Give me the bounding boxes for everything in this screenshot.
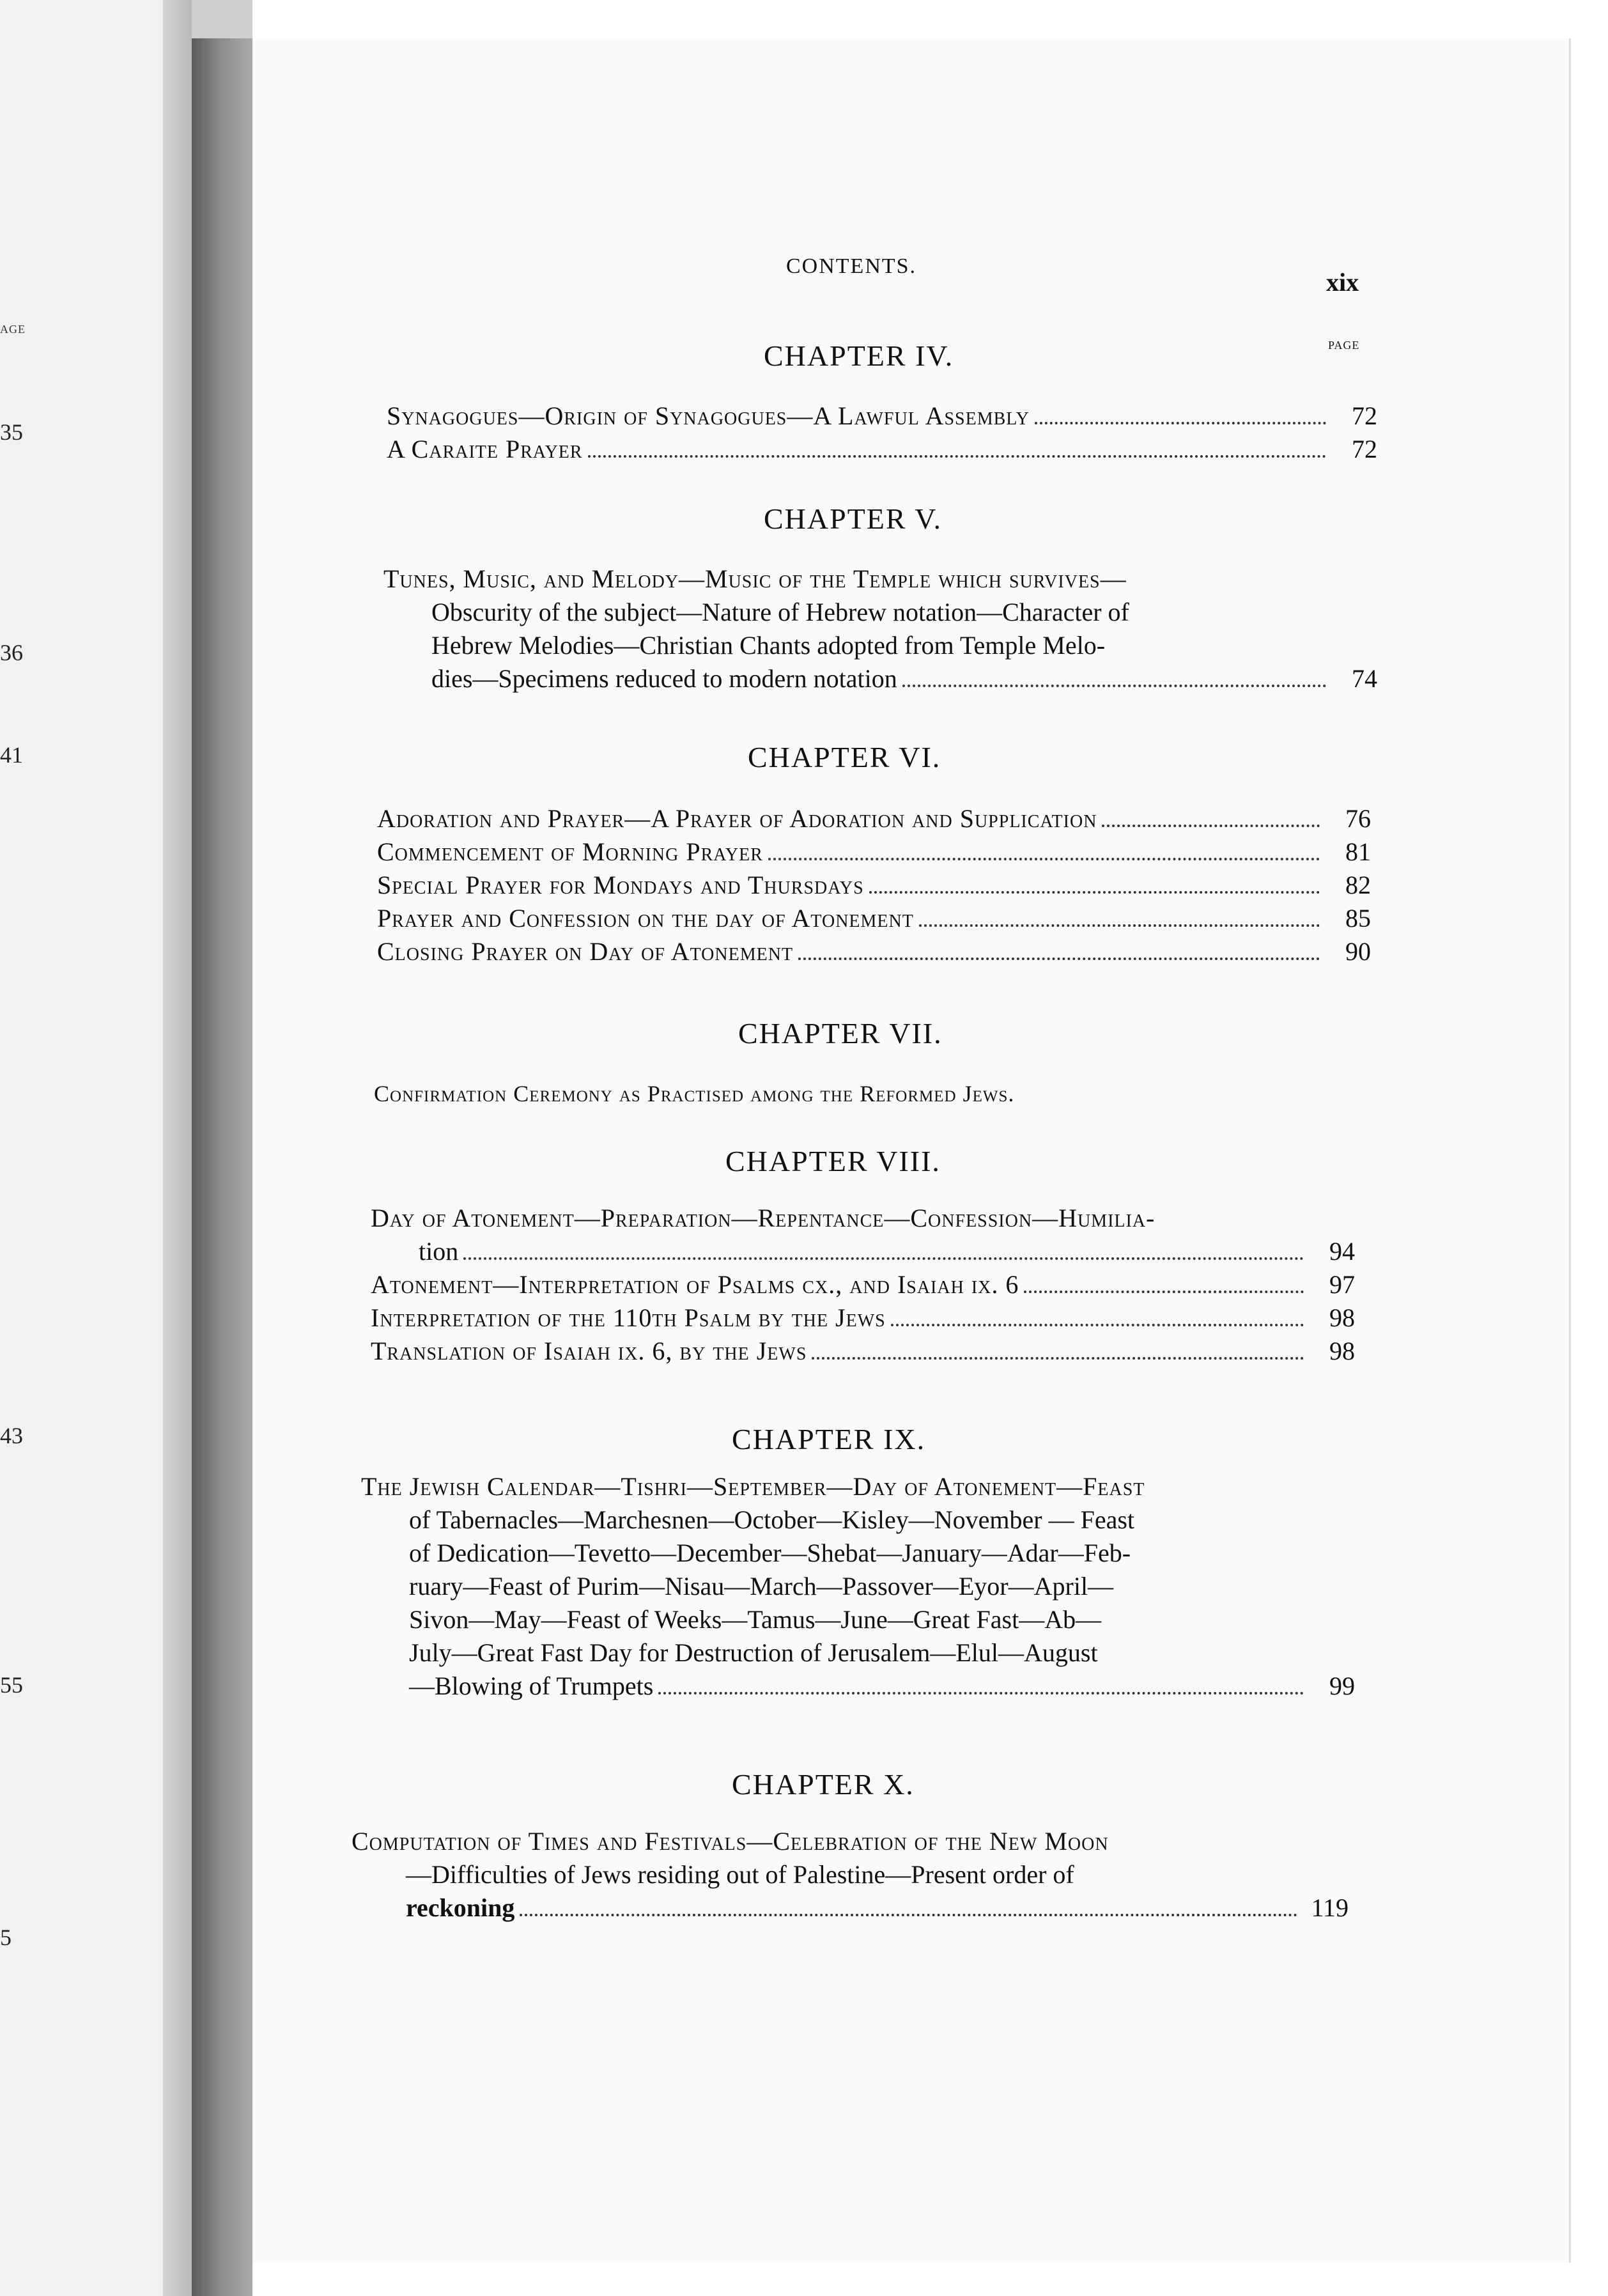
page-column-label: PAGE [1328, 339, 1360, 352]
entry-page: 72 [1352, 401, 1377, 430]
facing-page-edge [163, 0, 192, 2296]
entry-text: Special Prayer for Mondays and Thursdays [377, 871, 864, 899]
entry-page: 94 [1329, 1237, 1355, 1266]
toc-entry [377, 802, 1371, 968]
entry-text: July—Great Fast Day for Destruction of Jerusalem—Elul—August [409, 1638, 1098, 1667]
dot-leader [1035, 422, 1326, 424]
running-head: CONTENTS. [786, 254, 917, 278]
facing-page-label: AGE [0, 323, 26, 336]
entry-text: Confirmation Ceremony as Practised among the Reformed Jews. [374, 1081, 1015, 1106]
entry-text: Closing Prayer on Day of Atonement [377, 937, 794, 966]
dot-leader [588, 455, 1326, 458]
entry-page: 81 [1345, 837, 1371, 866]
dot-leader [812, 1357, 1304, 1360]
toc-entry [371, 1202, 1355, 1368]
entry-text: The Jewish Calendar—Tishri—September—Day of Atonement—Feast [361, 1472, 1145, 1501]
entry-page: 98 [1329, 1337, 1355, 1365]
entry-text: Computation of Times and Festivals—Celebration of the New Moon [352, 1827, 1109, 1856]
entry-page: 119 [1311, 1893, 1349, 1922]
entry-page: 82 [1345, 871, 1371, 899]
entry-text: Obscurity of the subject—Nature of Hebrew notation—Character of [431, 598, 1129, 626]
entry-text: Atonement—Interpretation of Psalms cx., and Isaiah ix. 6 [371, 1270, 1019, 1299]
dot-leader [520, 1914, 1297, 1916]
facing-page-number: 35 [0, 419, 23, 445]
chapter-heading: CHAPTER V. [764, 502, 943, 535]
entry-text: Prayer and Confession on the day of Atonement [377, 904, 914, 933]
entry-page: 76 [1345, 804, 1371, 833]
toc-entry [387, 433, 1377, 466]
entry-text: Tunes, Music, and Melody—Music of the Temple which survives— [383, 564, 1127, 593]
dot-leader [658, 1692, 1304, 1695]
dot-leader [798, 958, 1320, 960]
dot-leader [869, 891, 1320, 894]
entry-text: Hebrew Melodies—Christian Chants adopted from Temple Melo- [431, 631, 1106, 660]
facing-page-number: 36 [0, 640, 23, 665]
entry-text: —Blowing of Trumpets [409, 1672, 654, 1700]
toc-entry [361, 1470, 1355, 1703]
chapter-heading: CHAPTER IX. [732, 1423, 926, 1455]
entry-page: 98 [1329, 1303, 1355, 1332]
toc-entry [387, 399, 1377, 433]
entry-text: Interpretation of the 110th Psalm by the Jews [371, 1303, 886, 1332]
toc-entry [383, 562, 1377, 695]
entry-page: 90 [1345, 937, 1371, 966]
chapter-heading: CHAPTER X. [732, 1768, 915, 1801]
entry-text: —Difficulties of Jews residing out of Palestine—Present order of [406, 1860, 1074, 1889]
entry-text: Sivon—May—Feast of Weeks—Tamus—June—Great Fast—Ab— [409, 1605, 1102, 1634]
facing-page-number: 43 [0, 1423, 23, 1448]
entry-text: Adoration and Prayer—A Prayer of Adoration and Supplication [377, 804, 1097, 833]
page-number: xix [1326, 268, 1359, 297]
facing-page-number: 55 [0, 1672, 23, 1698]
entry-text: reckoning [406, 1893, 515, 1922]
facing-page-number: 41 [0, 742, 23, 768]
dot-leader [902, 685, 1326, 687]
entry-text: Commencement of Morning Prayer [377, 837, 763, 866]
chapter-heading: CHAPTER VII. [738, 1017, 943, 1050]
dot-leader [1024, 1291, 1304, 1293]
entry-text: Synagogues—Origin of Synagogues—A Lawful Assembly [387, 401, 1030, 430]
entry-page: 72 [1352, 435, 1377, 463]
toc-entry [374, 1077, 1364, 1110]
binding-top [192, 0, 252, 38]
entry-text: Translation of Isaiah ix. 6, by the Jews [371, 1337, 807, 1365]
chapter-heading: CHAPTER VI. [748, 741, 941, 773]
entry-text: dies—Specimens reduced to modern notation [431, 664, 897, 693]
entry-text: of Tabernacles—Marchesnen—October—Kisley—November — Feast [409, 1505, 1134, 1534]
entry-page: 97 [1329, 1270, 1355, 1299]
dot-leader [919, 924, 1320, 927]
toc-entry [352, 1825, 1349, 1925]
entry-text: of Dedication—Tevetto—December—Shebat—January—Adar—Feb- [409, 1539, 1131, 1567]
dot-leader [463, 1257, 1304, 1260]
entry-text: Day of Atonement—Preparation—Repentance—Confession—Humilia- [371, 1204, 1156, 1232]
entry-page: 85 [1345, 904, 1371, 933]
book-gutter [192, 38, 252, 2296]
entry-text: A Caraite Prayer [387, 435, 583, 463]
entry-text: tion [419, 1237, 459, 1266]
dot-leader [891, 1324, 1304, 1326]
entry-text: ruary—Feast of Purim—Nisau—March—Passover—Eyor—April— [409, 1572, 1114, 1601]
dot-leader [768, 858, 1320, 860]
chapter-heading: CHAPTER VIII. [725, 1145, 941, 1177]
chapter-heading: CHAPTER IV. [764, 339, 954, 372]
entry-page: 99 [1329, 1672, 1355, 1700]
dot-leader [1102, 825, 1320, 827]
entry-page: 74 [1352, 664, 1377, 693]
facing-page-number: 5 [0, 1925, 12, 1950]
